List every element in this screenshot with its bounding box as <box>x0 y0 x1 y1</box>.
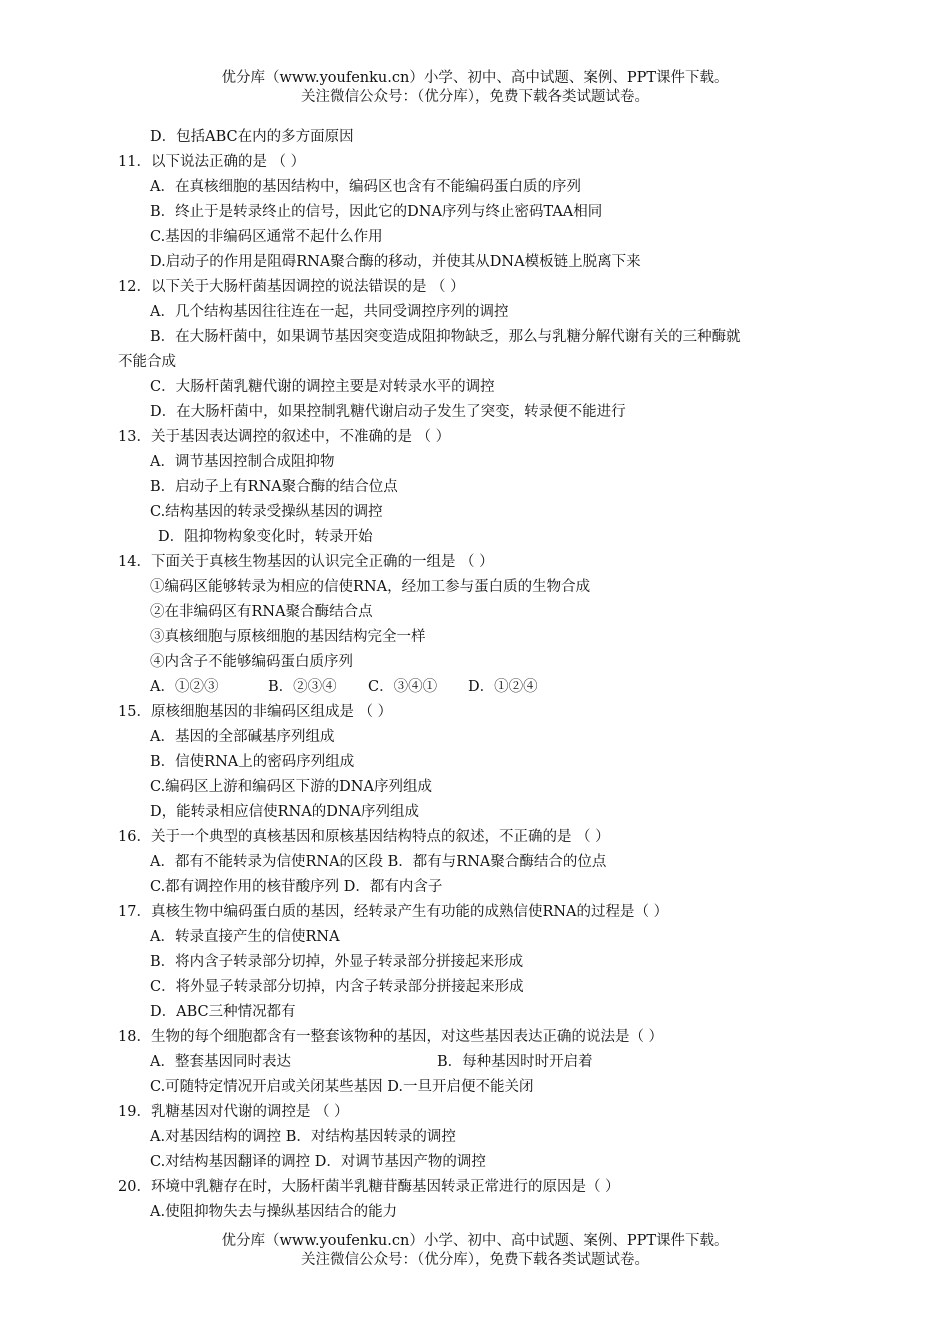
option-12-b: B．在大肠杆菌中，如果调节基因突变造成阻抑物缺乏，那么与乳糖分解代谢有关的三种酶就 <box>150 329 741 345</box>
question-19: 19．乳糖基因对代谢的调控是 （ ） <box>118 1104 349 1120</box>
statement-14-4: ④内含子不能够编码蛋白质序列 <box>150 654 353 670</box>
option-12-c: C．大肠杆菌乳糖代谢的调控主要是对转录水平的调控 <box>150 379 495 395</box>
option-17-a: A．转录直接产生的信使RNA <box>150 929 340 945</box>
question-18: 18．生物的每个细胞都含有一整套该物种的基因，对这些基因表达正确的说法是（ ） <box>118 1029 664 1045</box>
options-16-cd: C.都有调控作用的核苷酸序列 D．都有内含子 <box>150 879 443 895</box>
options-19-ab: A.对基因结构的调控 B．对结构基因转录的调控 <box>150 1129 456 1145</box>
option-18-a: A．整套基因同时表达 <box>150 1054 291 1070</box>
header-line-2: 关注微信公众号：（优分库），免费下载各类试题试卷。 <box>301 89 649 105</box>
option-15-b: B．信使RNA上的密码序列组成 <box>150 754 355 770</box>
question-13: 13．关于基因表达调控的叙述中，不准确的是 （ ） <box>118 429 451 445</box>
option-13-a: A．调节基因控制合成阻抑物 <box>150 454 335 470</box>
statement-14-1: ①编码区能够转录为相应的信使RNA，经加工参与蛋白质的生物合成 <box>150 579 591 595</box>
option-15-c: C.编码区上游和编码区下游的DNA序列组成 <box>150 779 432 795</box>
question-16: 16．关于一个典型的真核基因和原核基因结构特点的叙述，不正确的是 （ ） <box>118 829 610 845</box>
footer-line-2: 关注微信公众号：（优分库），免费下载各类试题试卷。 <box>301 1252 649 1268</box>
options-16-ab: A．都有不能转录为信使RNA的区段 B．都有与RNA聚合酶结合的位点 <box>150 854 607 870</box>
question-15: 15．原核细胞基因的非编码区组成是 （ ） <box>118 704 393 720</box>
option-11-d: D.启动子的作用是阻碍RNA聚合酶的移动，并使其从DNA模板链上脱离下来 <box>150 254 641 270</box>
option-13-b: B．启动子上有RNA聚合酶的结合位点 <box>150 479 398 495</box>
option-20-a: A.使阻抑物失去与操纵基因结合的能力 <box>150 1204 398 1220</box>
options-18-cd: C.可随特定情况开启或关闭某些基因 D.一旦开启便不能关闭 <box>150 1079 534 1095</box>
option-17-d: D．ABC三种情况都有 <box>150 1004 296 1020</box>
option-12-d: D．在大肠杆菌中，如果控制乳糖代谢启动子发生了突变，转录便不能进行 <box>150 404 626 420</box>
option-14-a: A．①②③ <box>150 679 219 695</box>
option-17-c: C．将外显子转录部分切掉，内含子转录部分拼接起来形成 <box>150 979 524 995</box>
option-14-d: D．①②④ <box>468 679 538 695</box>
question-14: 14．下面关于真核生物基因的认识完全正确的一组是 （ ） <box>118 554 494 570</box>
option-13-c: C.结构基因的转录受操纵基因的调控 <box>150 504 383 520</box>
option-13-d: D．阻抑物构象变化时，转录开始 <box>158 529 373 545</box>
option-11-a: A．在真核细胞的基因结构中，编码区也含有不能编码蛋白质的序列 <box>150 179 581 195</box>
option-18-b: B．每种基因时时开启着 <box>437 1054 593 1070</box>
option-10-d: D．包括ABC在内的多方面原因 <box>150 129 354 145</box>
question-20: 20．环境中乳糖存在时，大肠杆菌半乳糖苷酶基因转录正常进行的原因是（ ） <box>118 1179 620 1195</box>
option-15-a: A．基因的全部碱基序列组成 <box>150 729 335 745</box>
header-line-1: 优分库（www.youfenku.cn）小学、初中、高中试题、案例、PPT课件下载。 <box>221 70 729 86</box>
option-12-a: A．几个结构基因往往连在一起，共同受调控序列的调控 <box>150 304 509 320</box>
option-14-c: C．③④① <box>368 679 438 695</box>
option-11-b: B．终止于是转录终止的信号，因此它的DNA序列与终止密码TAA相同 <box>150 204 603 220</box>
footer-line-1: 优分库（www.youfenku.cn）小学、初中、高中试题、案例、PPT课件下载。 <box>221 1233 729 1249</box>
question-11: 11．以下说法正确的是 （ ） <box>118 154 306 170</box>
question-17: 17．真核生物中编码蛋白质的基因，经转录产生有功能的成熟信使RNA的过程是（ ） <box>118 904 669 920</box>
option-14-b: B．②③④ <box>268 679 337 695</box>
option-15-d: D，能转录相应信使RNA的DNA序列组成 <box>150 804 419 820</box>
question-12: 12．以下关于大肠杆菌基因调控的说法错误的是 （ ） <box>118 279 465 295</box>
option-11-c: C.基因的非编码区通常不起什么作用 <box>150 229 383 245</box>
statement-14-2: ②在非编码区有RNA聚合酶结合点 <box>150 604 373 620</box>
options-19-cd: C.对结构基因翻译的调控 D．对调节基因产物的调控 <box>150 1154 486 1170</box>
option-17-b: B．将内含子转录部分切掉，外显子转录部分拼接起来形成 <box>150 954 524 970</box>
option-12-b-continuation: 不能合成 <box>118 354 176 370</box>
statement-14-3: ③真核细胞与原核细胞的基因结构完全一样 <box>150 629 426 645</box>
